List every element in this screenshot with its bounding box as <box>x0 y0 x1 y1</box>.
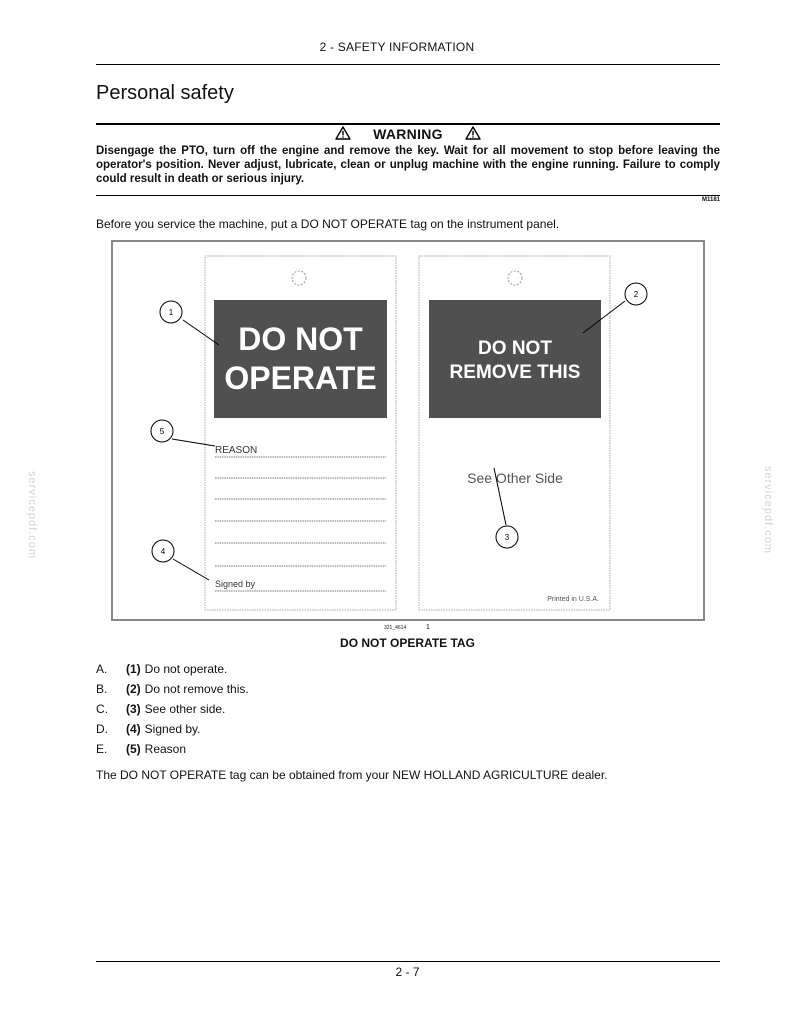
legend-text: Signed by. <box>144 722 201 736</box>
warning-triangle-icon <box>465 126 481 140</box>
figure-number: 1 <box>426 624 430 631</box>
front-tag-line2: OPERATE <box>224 360 377 396</box>
figure-caption: DO NOT OPERATE TAG <box>340 636 475 650</box>
legend-item <box>96 722 696 742</box>
legend-item <box>96 742 696 762</box>
front-tag <box>205 256 396 610</box>
page-title: Personal safety <box>96 82 234 104</box>
watermark-right: servicepdf.com <box>762 466 774 554</box>
legend-letter: D. <box>96 722 108 736</box>
legend-number: (3) <box>126 702 141 716</box>
warning-triangle-icon <box>335 126 351 140</box>
warning-code: M1181 <box>701 197 720 203</box>
section-header: 2 - SAFETY INFORMATION <box>319 40 475 54</box>
legend-letter: C. <box>96 702 108 716</box>
legend-number: (2) <box>126 682 141 696</box>
legend-item <box>96 682 696 702</box>
see-other-side-text: See Other Side <box>467 470 563 486</box>
legend-text: Do not remove this. <box>144 682 249 696</box>
figure-legend <box>96 662 696 762</box>
figure-code: 321_4614 <box>384 625 407 631</box>
dealer-note: The DO NOT OPERATE tag can be obtained from your NEW HOLLAND AGRICULTURE dealer. <box>96 768 608 782</box>
header-rule <box>96 64 720 65</box>
printed-in-usa-text: Printed in U.S.A. <box>547 596 599 603</box>
intro-paragraph: Before you service the machine, put a DO NOT OPERATE tag on the instrument panel. <box>96 217 560 231</box>
callout-label: 1 <box>168 308 174 317</box>
watermark-left: servicepdf.com <box>26 471 38 559</box>
back-tag <box>419 256 610 610</box>
callout-4 <box>152 540 174 562</box>
callout-2 <box>625 283 647 305</box>
back-tag-line1: DO NOT <box>478 338 552 359</box>
callout-5 <box>151 420 173 442</box>
front-tag-line1: DO NOT <box>238 321 363 357</box>
legend-text: Do not operate. <box>144 662 228 676</box>
legend-letter: B. <box>96 682 108 696</box>
callout-3 <box>496 526 518 548</box>
legend-letter: A. <box>96 662 108 676</box>
legend-number: (4) <box>126 722 141 736</box>
legend-text: Reason <box>144 742 187 756</box>
callout-1 <box>160 301 182 323</box>
callout-label: 2 <box>633 290 639 299</box>
reason-label: REASON <box>215 445 258 456</box>
callout-label: 5 <box>159 427 165 436</box>
callout-label: 4 <box>160 547 166 556</box>
figure-frame <box>112 241 704 620</box>
callout-label: 3 <box>504 533 510 542</box>
legend-letter: E. <box>96 742 108 756</box>
warning-label: WARNING <box>373 126 443 142</box>
footer-rule <box>96 961 720 962</box>
warning-text: Disengage the PTO, turn off the engine and remove the key. Wait for all movement to stop before leaving the operator's position. Never adjust, lubricate, clean or unplug machine with the engine running. Failure to comply could result in death or serious injury. <box>96 145 720 185</box>
warning-bottom-rule <box>96 195 720 196</box>
warning-top-rule <box>96 123 720 125</box>
do-not-operate-tag-figure <box>111 240 705 621</box>
legend-text: See other side. <box>144 702 226 716</box>
page-number: 2 - 7 <box>395 965 420 979</box>
legend-item <box>96 662 696 682</box>
back-tag-banner <box>429 300 601 418</box>
legend-number: (1) <box>126 662 141 676</box>
legend-number: (5) <box>126 742 141 756</box>
signed-by-label: Signed by <box>215 579 256 589</box>
warning-heading <box>96 126 720 142</box>
back-tag-line2: REMOVE THIS <box>449 362 581 383</box>
legend-item <box>96 702 696 722</box>
front-tag-banner <box>214 300 387 418</box>
